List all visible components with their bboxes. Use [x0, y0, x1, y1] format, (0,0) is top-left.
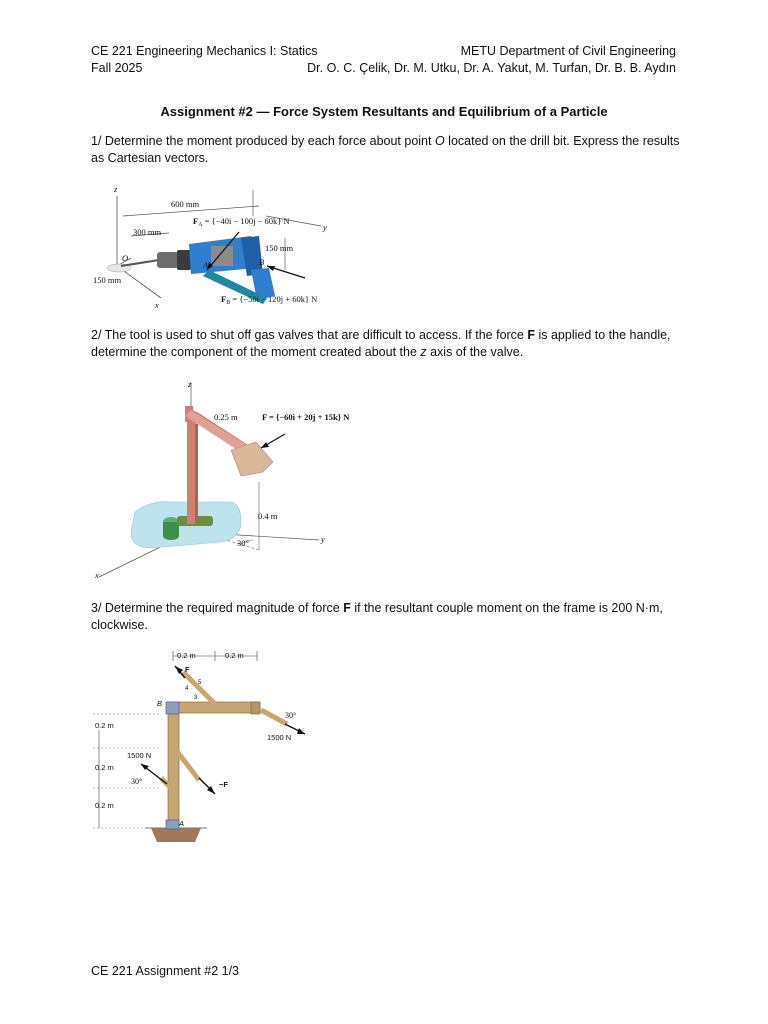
course-title: CE 221 Engineering Mechanics I: Statics [91, 44, 318, 58]
assignment-title: Assignment #2 — Force System Resultants and Equilibrium of a Particle [160, 104, 608, 119]
force-b-label: $F_B = \{-50i - 120j + 60k\}$ N [221, 294, 318, 306]
page-footer: CE 221 Assignment #2 1/3 [91, 964, 240, 978]
axis-z: z [188, 379, 192, 389]
dim-top-right: 0.2 m [225, 651, 244, 660]
force-1500-right: 1500 N [267, 733, 292, 742]
angle-right: 30° [285, 711, 297, 720]
tri-5: 5 [198, 680, 202, 686]
force-1500-left: 1500 N [127, 751, 152, 760]
dim-150-left: 150 mm [93, 275, 122, 285]
problem-2-text: 2/ The tool is used to shut off gas valves that are difficult to access. If the force F is applied to the handle, determine the component of the moment created about the z axis of the valve. [91, 328, 671, 359]
force-a-label: $F_A = \{-40i - 100j - 60k\}$ N [193, 216, 290, 228]
angle-left: 30° [131, 777, 143, 786]
axis-y: y [321, 534, 325, 544]
frame-figure [91, 642, 311, 850]
department: METU Department of Civil Engineering [460, 44, 676, 58]
label-f: F [185, 665, 190, 674]
axis-x: x [95, 570, 99, 580]
problem-3-text: 3/ Determine the required magnitude of force F if the resultant couple moment on the frame is 200 N·m, clockwise. [91, 601, 663, 632]
tri-3: 3 [194, 695, 198, 701]
drill-figure [91, 178, 351, 316]
dim-300: 300 mm [133, 227, 162, 237]
instructors: Dr. O. C. Çelik, Dr. M. Utku, Dr. A. Yakut, M. Turfan, Dr. B. B. Aydın [307, 61, 676, 75]
label-neg-f: −F [219, 780, 228, 789]
dim-left-2: 0.2 m [95, 763, 114, 772]
angle-30: 30° [237, 538, 249, 548]
tri-4: 4 [185, 686, 189, 692]
label-a: A [179, 819, 185, 828]
axis-y: y [323, 222, 327, 232]
axis-z: z [114, 184, 118, 194]
term: Fall 2025 [91, 61, 143, 75]
problem-1-text: 1/ Determine the moment produced by each force about point O located on the drill bit. Express the results as Cartesian vectors. [91, 134, 680, 165]
point-a: A [203, 260, 209, 270]
dim-04: 0.4 m [258, 511, 278, 521]
dim-top-left: 0.2 m [177, 651, 196, 660]
point-o: O [122, 253, 129, 263]
dim-025: 0.25 m [214, 412, 238, 422]
axis-x: x [155, 300, 159, 310]
valve-tool-figure [91, 372, 369, 587]
label-b: B [157, 699, 163, 708]
dim-150-right: 150 mm [265, 243, 294, 253]
force-f-label: F = {−60i + 20j + 15k} N [262, 412, 350, 422]
dim-left-3: 0.2 m [95, 801, 114, 810]
point-b: B [259, 257, 265, 267]
dim-left-1: 0.2 m [95, 721, 114, 730]
dim-600: 600 mm [171, 199, 200, 209]
